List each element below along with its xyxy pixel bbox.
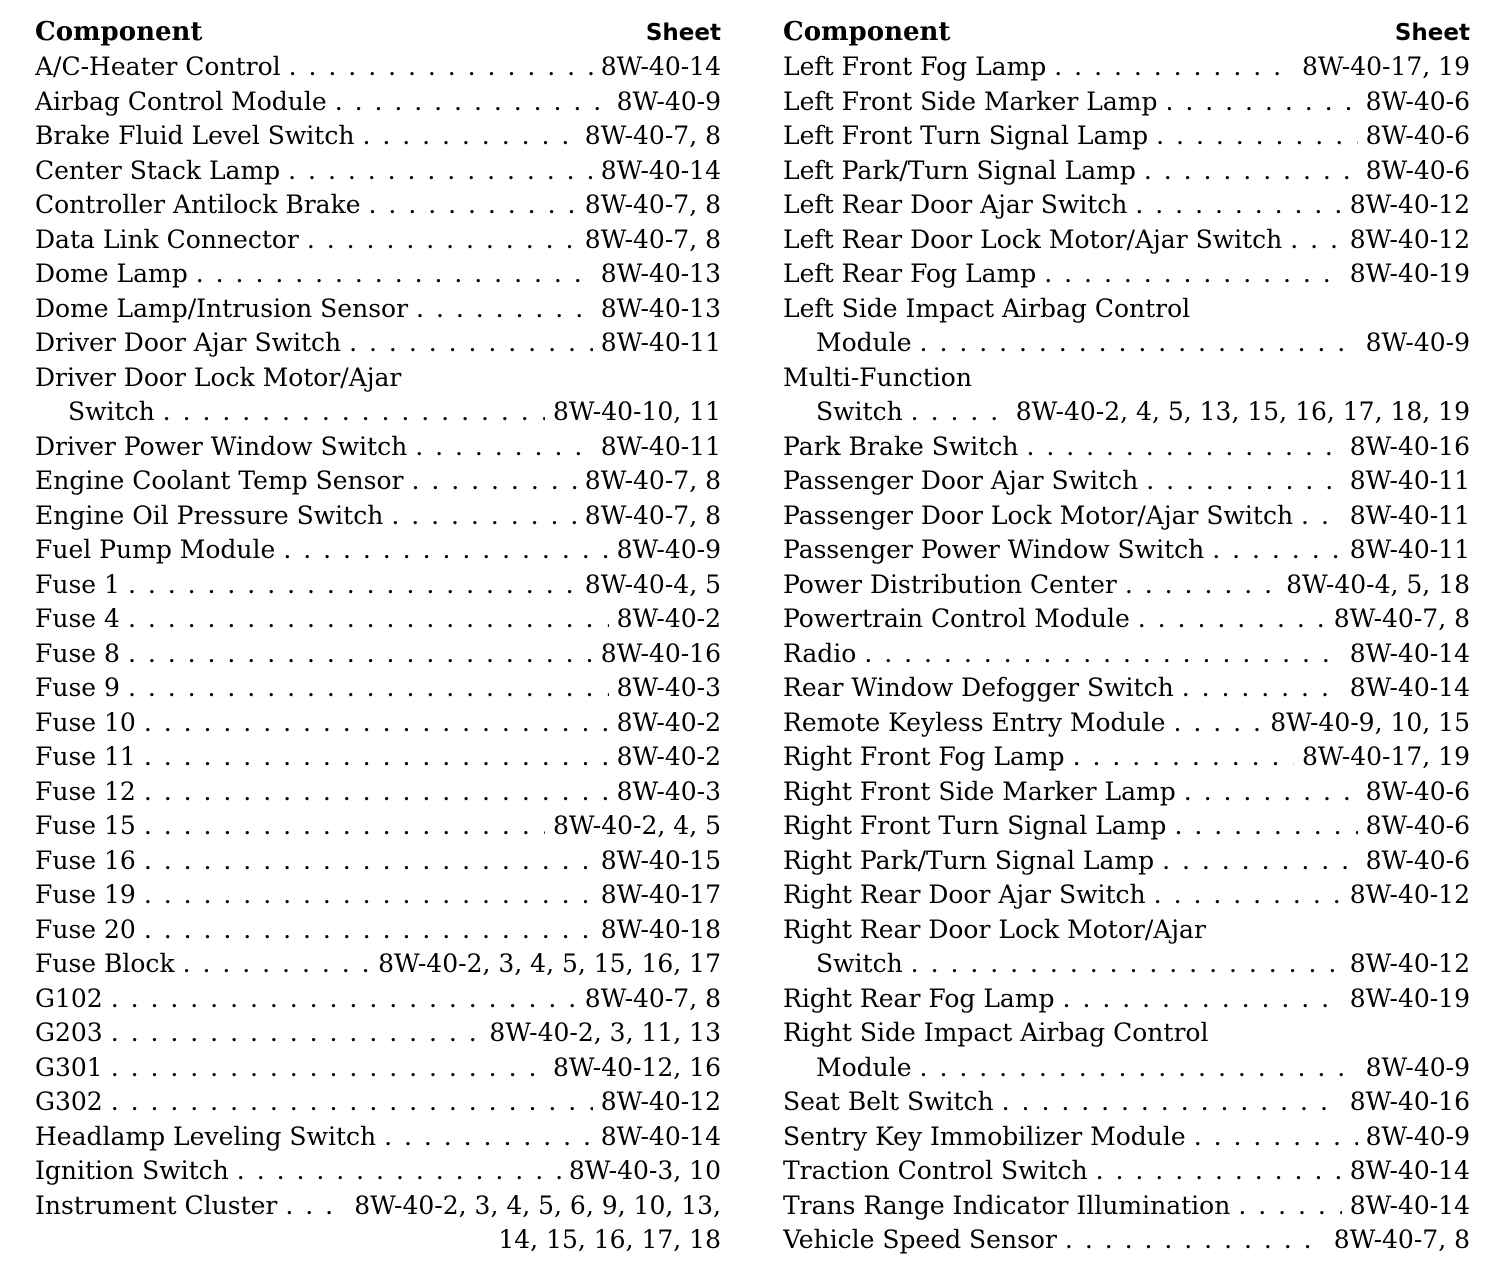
column-header <box>35 14 721 50</box>
component-row <box>783 1051 1470 1086</box>
sheet-reference: 8W-40-14 <box>600 52 721 81</box>
component-name: Traction Control Switch <box>783 1156 1088 1185</box>
dot-leader <box>415 430 593 465</box>
sheet-reference: 8W-40-9 <box>1365 328 1470 357</box>
component-row <box>35 602 721 637</box>
dot-leader <box>285 1189 346 1224</box>
component-row <box>35 809 721 844</box>
component-row <box>35 1189 721 1224</box>
sheet-reference: 8W-40-11 <box>1349 466 1470 495</box>
dot-leader <box>288 154 593 189</box>
component-name: Left Front Fog Lamp <box>783 52 1047 81</box>
dot-leader <box>920 326 1358 361</box>
component-row <box>783 947 1470 982</box>
component-name: Instrument Cluster <box>35 1190 278 1220</box>
dot-leader <box>369 188 577 223</box>
sheet-reference: 8W-40-17 <box>600 880 721 909</box>
dot-leader <box>144 809 545 844</box>
component-row <box>35 188 721 223</box>
dot-leader <box>128 568 577 603</box>
dot-leader <box>1065 1223 1326 1258</box>
sheet-header: Sheet <box>1394 20 1470 46</box>
dot-leader <box>1290 223 1341 258</box>
sheet-reference: 8W-40-7, 8 <box>1333 1225 1470 1254</box>
component-name: Trans Range Indicator Illumination <box>783 1190 1231 1220</box>
component-row <box>783 499 1470 534</box>
sheet-reference: 8W-40-4, 5, 18 <box>1286 569 1470 599</box>
sheet-reference: 8W-40-6 <box>1365 121 1470 150</box>
sheet-reference: 8W-40-7, 8 <box>584 466 721 495</box>
dot-leader <box>144 913 593 948</box>
component-name: Fuse 1 <box>35 569 120 599</box>
component-row <box>783 1223 1470 1258</box>
sheet-reference: 8W-40-11 <box>600 431 721 461</box>
component-row <box>35 913 721 948</box>
dot-leader <box>920 1051 1358 1086</box>
component-name: Fuse 11 <box>35 742 136 771</box>
component-name: Fuse 12 <box>35 776 136 806</box>
sheet-reference: 8W-40-2, 3, 11, 13 <box>489 1018 721 1047</box>
component-name: G203 <box>35 1018 103 1047</box>
component-row <box>783 1085 1470 1120</box>
dot-leader <box>864 637 1341 672</box>
component-row <box>35 533 721 568</box>
component-row <box>783 740 1470 775</box>
component-row <box>35 1085 721 1120</box>
component-name: Fuse Block <box>35 949 175 978</box>
sheet-reference: 8W-40-6 <box>1365 811 1470 840</box>
sheet-reference: 8W-40-13 <box>600 259 721 288</box>
dot-leader <box>1135 188 1341 223</box>
dot-leader <box>1026 430 1341 465</box>
sheet-reference: 8W-40-12 <box>600 1087 721 1116</box>
component-name: Fuse 9 <box>35 673 120 702</box>
dot-leader <box>1054 50 1294 85</box>
sheet-reference: 8W-40-11 <box>1349 535 1470 564</box>
dot-leader <box>411 464 576 499</box>
dot-leader <box>196 257 593 292</box>
dot-leader <box>1002 1085 1342 1120</box>
sheet-reference: 8W-40-14 <box>600 155 721 185</box>
component-row <box>35 464 721 499</box>
left-column <box>35 14 721 1258</box>
sheet-reference: 8W-40-12 <box>1349 949 1470 978</box>
component-row <box>783 395 1470 430</box>
component-name: Vehicle Speed Sensor <box>783 1225 1057 1254</box>
component-row <box>783 1120 1470 1155</box>
dot-leader <box>128 671 609 706</box>
dot-leader <box>144 878 593 913</box>
component-row <box>783 878 1470 913</box>
dot-leader <box>128 602 609 637</box>
component-name: Module <box>816 1052 912 1082</box>
component-header: Component <box>35 17 203 47</box>
component-row <box>35 223 721 258</box>
sheet-reference: 8W-40-10, 11 <box>552 397 721 426</box>
component-row <box>35 982 721 1017</box>
column-header <box>783 14 1470 50</box>
component-row <box>35 568 721 603</box>
sheet-reference: 8W-40-6 <box>1365 155 1470 185</box>
component-name: Passenger Power Window Switch <box>783 535 1205 564</box>
sheet-reference: 8W-40-2, 4, 5, 13, 15, 16, 17, 18, 19 <box>1015 397 1470 426</box>
component-row <box>783 706 1470 741</box>
component-row <box>783 809 1470 844</box>
component-row <box>783 188 1470 223</box>
sheet-reference: 8W-40-6 <box>1365 776 1470 806</box>
component-row <box>783 602 1470 637</box>
sheet-reference: 8W-40-17, 19 <box>1301 52 1470 81</box>
dot-leader <box>128 637 593 672</box>
component-name: Fuse 19 <box>35 880 136 909</box>
component-row <box>783 1189 1470 1224</box>
dot-leader <box>1073 740 1294 775</box>
dot-leader <box>1096 1154 1342 1189</box>
component-name: Left Side Impact Airbag Control <box>783 293 1191 323</box>
component-row <box>783 430 1470 465</box>
sheet-reference: 8W-40-7, 8 <box>584 121 721 150</box>
component-name: Seat Belt Switch <box>783 1087 994 1116</box>
dot-leader <box>349 326 593 361</box>
dot-leader <box>183 947 370 982</box>
component-row <box>783 775 1470 810</box>
sheet-reference: 8W-40-11 <box>1349 500 1470 530</box>
component-row <box>35 1154 721 1189</box>
component-name: Fuel Pump Module <box>35 535 276 564</box>
dot-leader <box>1194 1120 1358 1155</box>
sheet-reference: 8W-40-2 <box>616 707 721 737</box>
dot-leader <box>1063 982 1342 1017</box>
component-name: Controller Antilock Brake <box>35 190 361 219</box>
component-name: Right Side Impact Airbag Control <box>783 1018 1209 1047</box>
sheet-reference: 14, 15, 16, 17, 18 <box>498 1225 721 1254</box>
component-row <box>783 119 1470 154</box>
sheet-reference: 8W-40-16 <box>600 638 721 668</box>
component-name: Engine Oil Pressure Switch <box>35 500 384 530</box>
component-name: Radio <box>783 638 857 668</box>
component-name: Park Brake Switch <box>783 431 1019 461</box>
component-row <box>35 85 721 120</box>
component-row <box>35 637 721 672</box>
component-name: Right Rear Door Ajar Switch <box>783 880 1146 909</box>
sheet-reference: 8W-40-2, 3, 4, 5, 15, 16, 17 <box>378 949 721 978</box>
component-name: Fuse 15 <box>35 811 136 840</box>
sheet-reference: 8W-40-15 <box>600 845 721 875</box>
component-row <box>35 119 721 154</box>
component-name: Engine Coolant Temp Sensor <box>35 466 404 495</box>
dot-leader <box>1182 671 1342 706</box>
dot-leader <box>111 1085 593 1120</box>
sheet-reference: 8W-40-7, 8 <box>584 500 721 530</box>
dot-leader <box>144 706 609 741</box>
dot-leader <box>111 982 577 1017</box>
dot-leader <box>111 1016 482 1051</box>
dot-leader <box>911 395 1008 430</box>
dot-leader <box>1174 809 1357 844</box>
component-row <box>35 878 721 913</box>
dot-leader <box>1173 706 1262 741</box>
component-row <box>35 395 721 430</box>
component-name: Right Rear Door Lock Motor/Ajar <box>783 914 1206 944</box>
sheet-reference: 8W-40-18 <box>600 914 721 944</box>
dot-leader <box>1146 464 1342 499</box>
sheet-reference: 8W-40-2 <box>616 742 721 771</box>
component-row <box>35 430 721 465</box>
component-name: Remote Keyless Entry Module <box>783 707 1166 737</box>
dot-leader <box>1125 568 1278 603</box>
dot-leader <box>416 292 593 327</box>
component-row <box>783 326 1470 361</box>
sheet-reference: 8W-40-12 <box>1349 190 1470 219</box>
sheet-reference: 8W-40-9 <box>1365 1052 1470 1082</box>
component-name: Airbag Control Module <box>35 86 327 116</box>
sheet-reference: 8W-40-14 <box>1349 1156 1470 1185</box>
dot-leader <box>283 533 608 568</box>
component-row <box>783 1154 1470 1189</box>
component-name: Driver Door Ajar Switch <box>35 328 342 357</box>
component-name: G301 <box>35 1052 103 1082</box>
component-row <box>783 533 1470 568</box>
component-row <box>783 913 1470 948</box>
dot-leader <box>1154 878 1342 913</box>
dot-leader <box>1212 533 1341 568</box>
dot-leader <box>1301 499 1342 534</box>
dot-leader <box>362 119 576 154</box>
dot-leader <box>144 740 609 775</box>
component-row <box>783 982 1470 1017</box>
sheet-reference: 8W-40-6 <box>1365 86 1470 116</box>
component-name: Fuse 20 <box>35 914 136 944</box>
component-row <box>35 947 721 982</box>
sheet-reference: 8W-40-14 <box>1349 638 1470 668</box>
sheet-reference: 8W-40-12, 16 <box>552 1052 721 1082</box>
sheet-reference: 8W-40-4, 5 <box>584 569 721 599</box>
component-name: Passenger Door Lock Motor/Ajar Switch <box>783 500 1294 530</box>
component-row <box>783 568 1470 603</box>
component-name: Left Park/Turn Signal Lamp <box>783 155 1136 185</box>
sheet-reference: 8W-40-2, 3, 4, 5, 6, 9, 10, 13, <box>354 1190 721 1220</box>
sheet-reference: 8W-40-2 <box>616 604 721 633</box>
component-row <box>783 671 1470 706</box>
dot-leader <box>163 395 545 430</box>
component-name: Right Park/Turn Signal Lamp <box>783 845 1155 875</box>
dot-leader <box>1165 85 1357 120</box>
sheet-reference: 8W-40-14 <box>600 1121 721 1151</box>
component-row <box>35 154 721 189</box>
dot-leader <box>391 499 576 534</box>
component-name: Left Rear Door Ajar Switch <box>783 190 1128 219</box>
component-name: Right Rear Fog Lamp <box>783 983 1055 1013</box>
component-name: Left Rear Fog Lamp <box>783 259 1037 288</box>
component-name: Brake Fluid Level Switch <box>35 121 355 150</box>
component-row <box>35 292 721 327</box>
dot-leader <box>1162 844 1357 879</box>
dot-leader <box>1184 775 1358 810</box>
component-name: Right Front Side Marker Lamp <box>783 776 1176 806</box>
continuation-row <box>35 1223 721 1258</box>
sheet-reference: 8W-40-9, 10, 15 <box>1270 707 1470 737</box>
dot-leader <box>1238 1189 1341 1224</box>
component-name: Fuse 4 <box>35 604 120 633</box>
sheet-reference: 8W-40-3 <box>616 776 721 806</box>
sheet-header: Sheet <box>645 20 721 46</box>
sheet-reference: 8W-40-6 <box>1365 845 1470 875</box>
component-list <box>35 50 721 1258</box>
component-name: Fuse 8 <box>35 638 120 668</box>
component-row <box>35 1051 721 1086</box>
component-row <box>783 154 1470 189</box>
component-name: Driver Power Window Switch <box>35 431 408 461</box>
component-name: Power Distribution Center <box>783 569 1117 599</box>
component-row <box>35 50 721 85</box>
dot-leader <box>307 223 577 258</box>
component-name: Data Link Connector <box>35 224 299 254</box>
component-name: Dome Lamp/Intrusion Sensor <box>35 293 409 323</box>
sheet-reference: 8W-40-13 <box>600 293 721 323</box>
sheet-reference: 8W-40-11 <box>600 328 721 357</box>
component-row <box>35 671 721 706</box>
sheet-reference: 8W-40-3, 10 <box>568 1156 721 1185</box>
component-row <box>783 637 1470 672</box>
sheet-reference: 8W-40-7, 8 <box>584 224 721 254</box>
dot-leader <box>335 85 609 120</box>
sheet-reference: 8W-40-7, 8 <box>1333 604 1470 633</box>
component-row <box>783 464 1470 499</box>
component-row <box>783 844 1470 879</box>
component-name: Passenger Door Ajar Switch <box>783 466 1139 495</box>
sheet-reference: 8W-40-9 <box>1365 1121 1470 1151</box>
component-row <box>783 85 1470 120</box>
component-row <box>35 706 721 741</box>
dot-leader <box>144 844 593 879</box>
sheet-reference: 8W-40-14 <box>1349 1190 1470 1220</box>
component-row <box>35 257 721 292</box>
dot-leader <box>111 1051 545 1086</box>
component-name: Fuse 10 <box>35 707 136 737</box>
component-name: Right Front Fog Lamp <box>783 742 1065 771</box>
sheet-reference: 8W-40-12 <box>1349 224 1470 254</box>
sheet-reference: 8W-40-16 <box>1349 431 1470 461</box>
sheet-reference: 8W-40-9 <box>616 86 721 116</box>
sheet-reference: 8W-40-7, 8 <box>584 983 721 1013</box>
component-name: Ignition Switch <box>35 1156 229 1185</box>
component-name: A/C-Heater Control <box>35 52 281 81</box>
component-row <box>35 361 721 396</box>
sheet-reference: 8W-40-17, 19 <box>1301 742 1470 771</box>
component-name: Left Rear Door Lock Motor/Ajar Switch <box>783 224 1283 254</box>
sheet-reference: 8W-40-16 <box>1349 1087 1470 1116</box>
component-row <box>783 292 1470 327</box>
component-row <box>35 1016 721 1051</box>
component-name: Fuse 16 <box>35 845 136 875</box>
dot-leader <box>237 1154 561 1189</box>
component-row <box>35 1120 721 1155</box>
component-row <box>35 844 721 879</box>
component-header: Component <box>783 17 951 47</box>
component-row <box>35 740 721 775</box>
sheet-reference: 8W-40-7, 8 <box>584 190 721 219</box>
component-row <box>783 1016 1470 1051</box>
component-name: Multi-Function <box>783 362 972 392</box>
component-name: Driver Door Lock Motor/Ajar <box>35 362 402 392</box>
dot-leader <box>384 1120 593 1155</box>
component-row <box>35 326 721 361</box>
component-name: Switch <box>68 397 155 426</box>
component-row <box>35 499 721 534</box>
dot-leader <box>289 50 593 85</box>
component-name: Left Front Side Marker Lamp <box>783 86 1158 116</box>
component-name: Right Front Turn Signal Lamp <box>783 811 1167 840</box>
right-column <box>783 14 1470 1258</box>
component-name: Dome Lamp <box>35 259 188 288</box>
component-name: Switch <box>816 949 903 978</box>
component-list <box>783 50 1470 1258</box>
sheet-reference: 8W-40-12 <box>1349 880 1470 909</box>
component-name: Center Stack Lamp <box>35 155 281 185</box>
component-row <box>783 50 1470 85</box>
dot-leader <box>1138 602 1326 637</box>
component-row <box>783 223 1470 258</box>
component-name: Left Front Turn Signal Lamp <box>783 121 1149 150</box>
component-name: Sentry Key Immobilizer Module <box>783 1121 1186 1151</box>
dot-leader <box>1044 257 1341 292</box>
component-name: G102 <box>35 983 103 1013</box>
component-name: Switch <box>816 397 903 426</box>
component-name: G302 <box>35 1087 103 1116</box>
component-name: Module <box>816 328 912 357</box>
sheet-reference: 8W-40-3 <box>616 673 721 702</box>
sheet-reference: 8W-40-14 <box>1349 673 1470 702</box>
dot-leader <box>911 947 1342 982</box>
sheet-reference: 8W-40-9 <box>616 535 721 564</box>
sheet-reference: 8W-40-19 <box>1349 259 1470 288</box>
component-row <box>783 257 1470 292</box>
dot-leader <box>1144 154 1358 189</box>
component-row <box>783 361 1470 396</box>
sheet-reference: 8W-40-2, 4, 5 <box>553 811 721 840</box>
component-name: Headlamp Leveling Switch <box>35 1121 377 1151</box>
component-name: Rear Window Defogger Switch <box>783 673 1174 702</box>
component-row <box>35 775 721 810</box>
dot-leader <box>1156 119 1357 154</box>
sheet-reference: 8W-40-19 <box>1349 983 1470 1013</box>
dot-leader <box>144 775 609 810</box>
component-name: Powertrain Control Module <box>783 604 1130 633</box>
